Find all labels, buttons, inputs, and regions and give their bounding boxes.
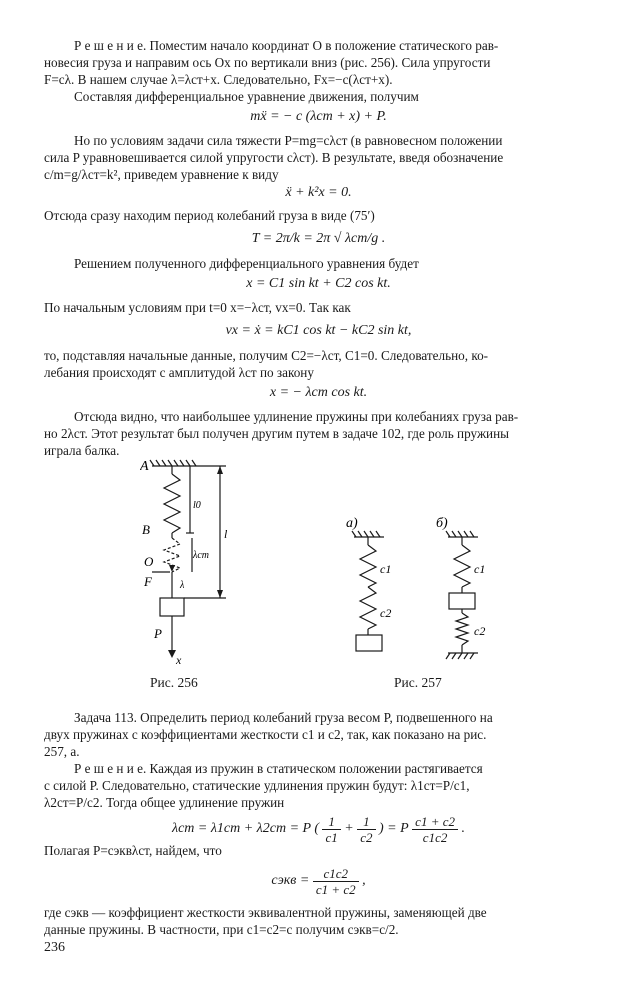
text-line: Но по условиям задачи сила тяжести P=mg=cλст (в равновесном положении: [74, 133, 503, 148]
equation-harmonic: ẍ + k²x = 0.: [285, 185, 352, 200]
label-c1-a: c1: [380, 562, 392, 576]
label-x: x: [176, 653, 182, 667]
text-line: лебания происходят с амплитудой λст по закону: [44, 365, 314, 380]
text-line: данные пружины. В частности, при c1=c2=c получим cэкв=c/2.: [44, 922, 399, 937]
text-line: но 2λст. Этот результат был получен другим путем в задаче 102, где роль пружины: [44, 426, 510, 441]
text-line: двух пружинах с коэффициентами жесткости c1 и c2, так, как показано на рис.: [44, 727, 487, 742]
eq8-left: cэкв =: [271, 873, 310, 888]
figure-257-caption: Рис. 257: [394, 675, 442, 690]
text-line: сила P уравновешивается силой упругости cλст). В результате, введя обозначение: [44, 150, 504, 165]
label-c2-b: c2: [474, 624, 486, 638]
label-lambda: λ: [180, 580, 185, 591]
equation-total-elongation: λст = λ1ст + λ2ст = P ( $\frac{1}{c1}$ + $\frac{1}{c2}$ ) = P $\frac{c1 + c2}{c1c2}$ .: [172, 813, 465, 845]
text-line: Задача 113. Определить период колебаний груза весом P, подвешенного на: [74, 710, 493, 725]
fraction-1-c2: $\frac{1}{c2}$: [357, 814, 375, 845]
text-line: с силой P. Следовательно, статические удлинения пружин будут: λ1ст=P/c1,: [44, 778, 470, 793]
text-line: Составляя дифференциальное уравнение движения, получим: [74, 89, 419, 104]
figure-257: [340, 515, 500, 665]
label-A: A: [140, 459, 149, 474]
label-lambda-st: λст: [193, 550, 209, 561]
text-line: то, подставляя начальные данные, получим C2=−λст, C1=0. Следовательно, ко-: [44, 348, 489, 363]
label-l: l: [224, 527, 228, 541]
text-line: F=cλ. В нашем случае λ=λст+x. Следовательно, Fx=−c(λст+x).: [44, 72, 393, 87]
label-c1-b: c1: [474, 562, 486, 576]
fraction-sum-over-product: $\frac{c1 + c2}{c1c2}$: [412, 814, 458, 845]
text-line: Р е ш е н и е. Каждая из пружин в статическом положении растягивается: [74, 761, 483, 776]
eq7-left: λст = λ1ст + λ2ст = P (: [172, 821, 319, 836]
fraction-1-c1: $\frac{1}{c1}$: [322, 814, 340, 845]
label-c2-a: c2: [380, 606, 392, 620]
text-line: Отсюда сразу находим период колебаний груза в виде (75′): [44, 208, 375, 223]
fraction-ceq: $\frac{c1c2}{c1 + c2}$: [313, 866, 359, 897]
figure-256: [140, 458, 260, 668]
label-O: O: [144, 554, 154, 569]
text-line: Отсюда видно, что наибольшее удлинение пружины при колебаниях груза рав-: [74, 409, 519, 424]
label-B: B: [142, 522, 150, 537]
equation-period: T = 2π/k = 2π √ λст/g .: [251, 231, 386, 246]
page-number: 236: [44, 940, 65, 955]
label-F: F: [144, 574, 152, 589]
text-line: где cэкв — коэффициент жесткости эквивалентной пружины, заменяющей две: [44, 905, 487, 920]
text-line: новесия груза и направим ось Ox по вертикали вниз (рис. 256). Сила упругости: [44, 55, 491, 70]
label-b: б): [436, 516, 448, 531]
text-line: 257, а.: [44, 744, 80, 759]
text-line: c/m=g/λст=k², приведем уравнение к виду: [44, 167, 279, 182]
equation-solution: x = C1 sin kt + C2 cos kt.: [246, 276, 391, 291]
text-line: По начальным условиям при t=0 x=−λст, vx=0. Так как: [44, 300, 351, 315]
text-line: Решением полученного дифференциального уравнения будет: [74, 256, 419, 271]
eq7-middle: ) = P: [379, 821, 409, 836]
equation-oscillation: x = − λст cos kt.: [269, 385, 368, 400]
label-l0: l0: [193, 500, 201, 511]
text-line: λ2ст=P/c2. Тогда общее удлинение пружин: [44, 795, 285, 810]
label-P: P: [154, 626, 162, 641]
text-line: Р е ш е н и е. Поместим начало координат O в положение статического рав-: [74, 38, 499, 53]
figure-256-caption: Рис. 256: [150, 675, 198, 690]
equation-velocity: vx = ẋ = kC1 cos kt − kC2 sin kt,: [225, 323, 412, 338]
text-line: Полагая P=cэквλст, найдем, что: [44, 843, 222, 858]
label-a: а): [346, 516, 358, 531]
equation-motion: mẍ = − c (λст + x) + P.: [250, 109, 387, 124]
equation-equivalent-stiffness: cэкв = $\frac{c1c2}{c1 + c2}$ ,: [271, 865, 366, 897]
text-line: играла балка.: [44, 443, 120, 458]
